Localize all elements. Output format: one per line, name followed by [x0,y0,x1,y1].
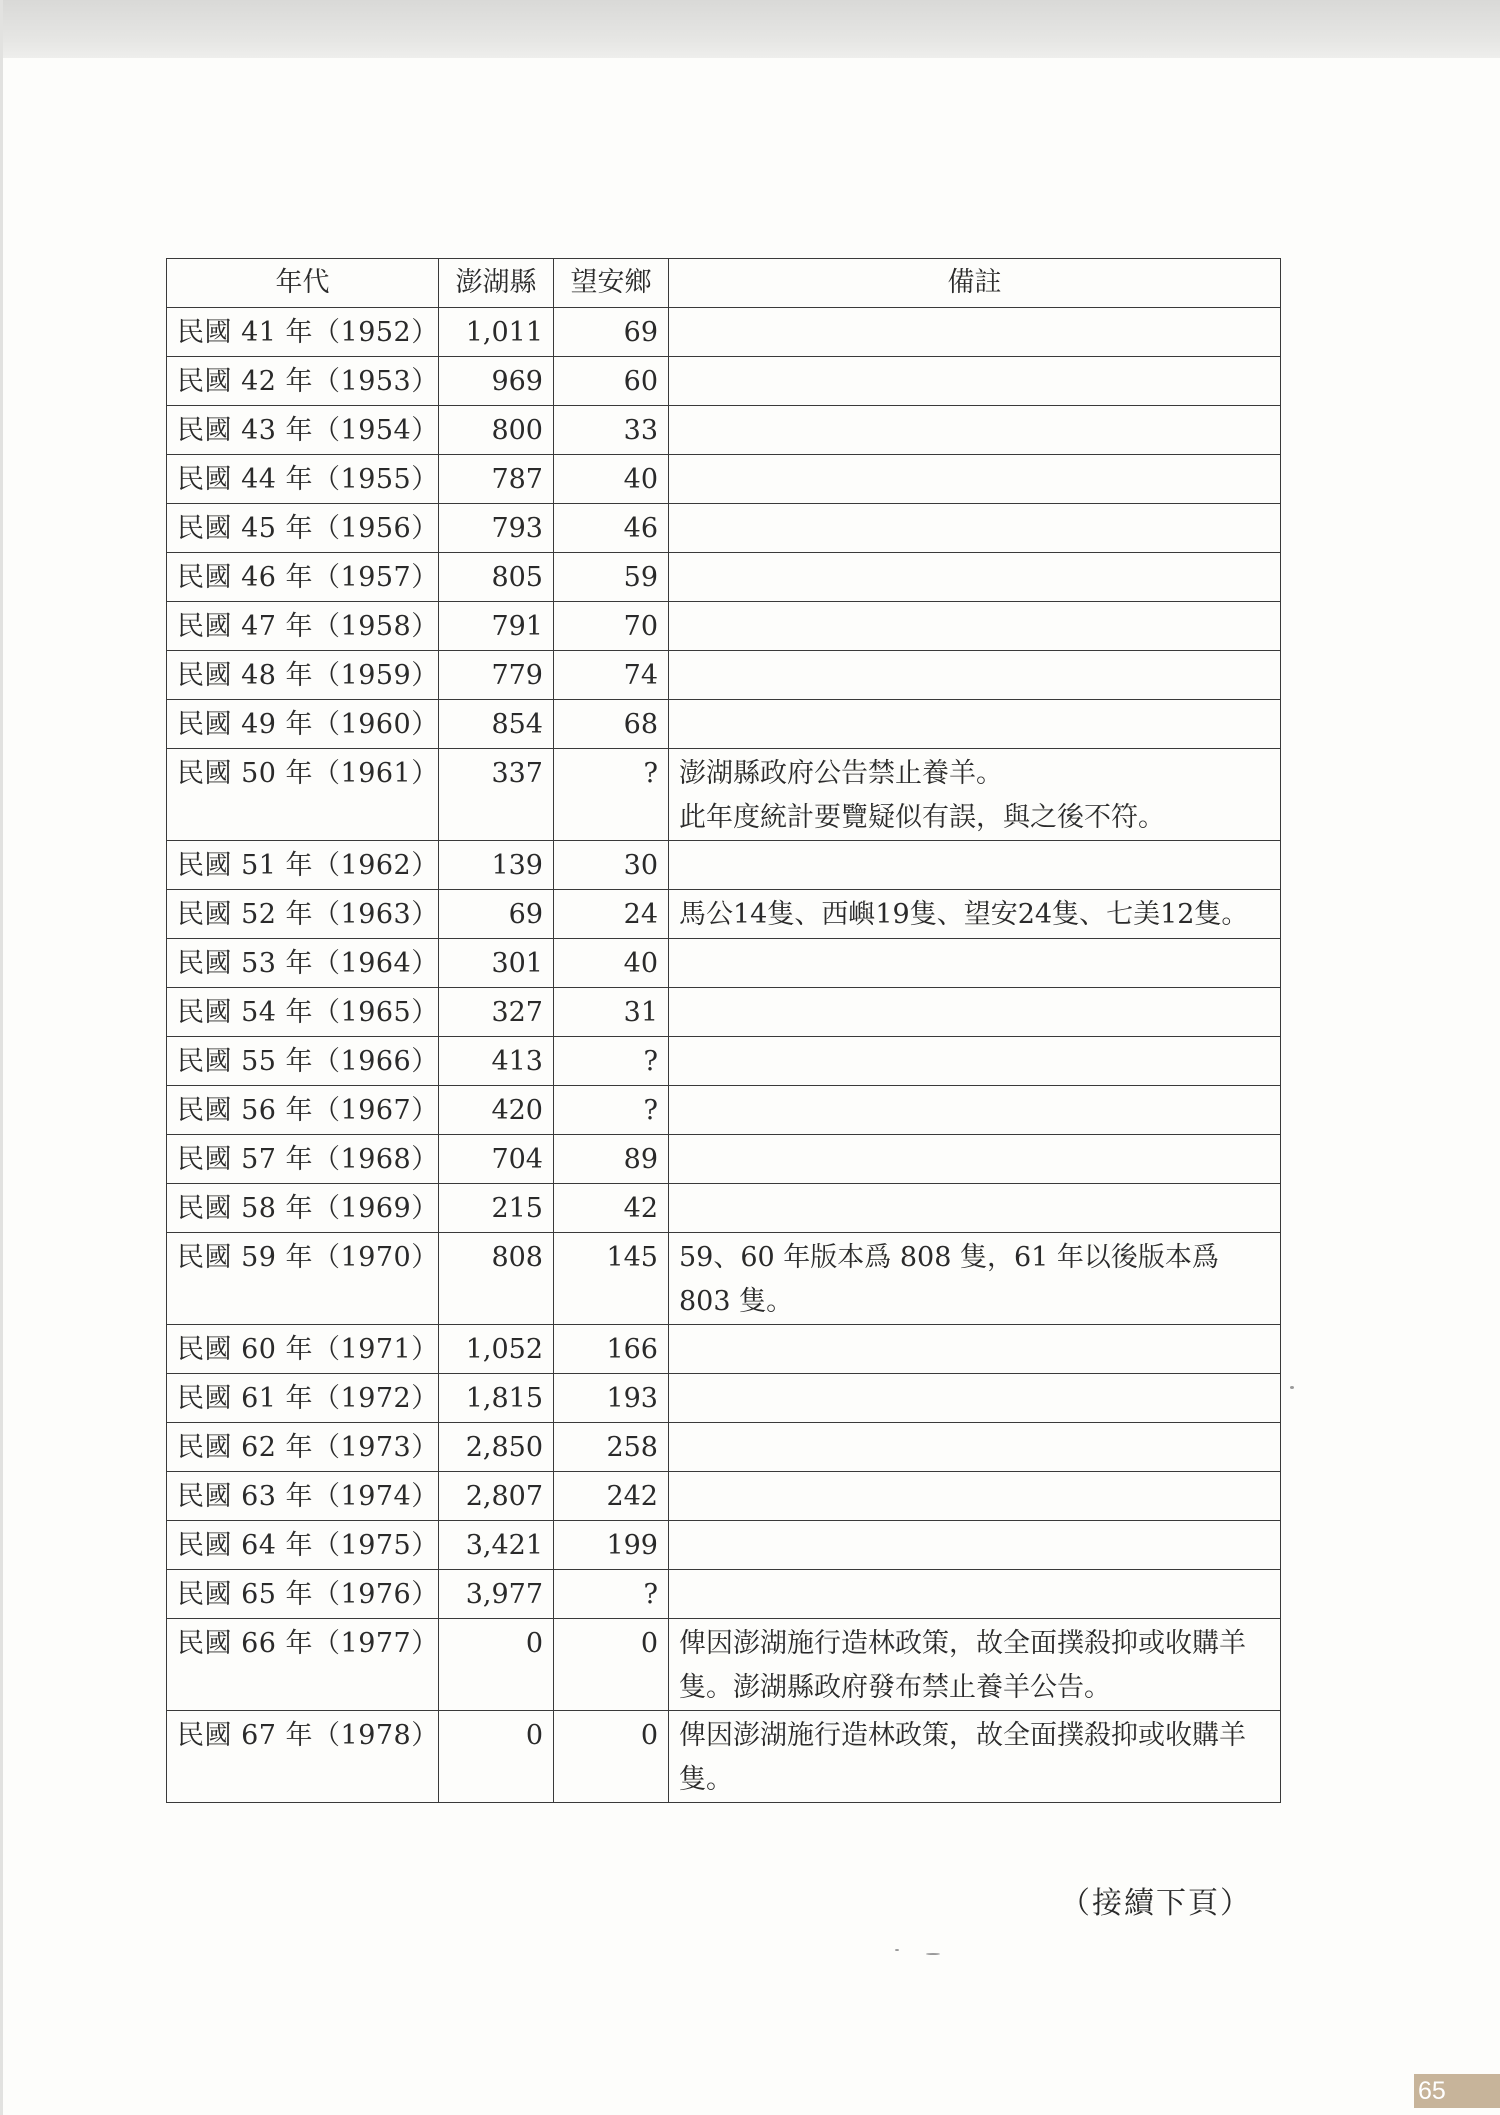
cell-year: 民國 58 年（1969） [167,1184,439,1233]
cell-year: 民國 63 年（1974） [167,1472,439,1521]
cell-year: 民國 52 年（1963） [167,890,439,939]
table-row [167,504,1281,553]
table-row [167,1423,1281,1472]
cell-wangan: 46 [554,504,669,553]
cell-year: 民國 60 年（1971） [167,1325,439,1374]
cell-wangan: 89 [554,1135,669,1184]
table-row [167,455,1281,504]
cell-year: 民國 45 年（1956） [167,504,439,553]
table-row [167,988,1281,1037]
table-row [167,1521,1281,1570]
cell-penghu: 2,807 [439,1472,554,1521]
table-body [167,308,1281,1803]
cell-penghu: 779 [439,651,554,700]
cell-year: 民國 44 年（1955） [167,455,439,504]
cell-penghu: 969 [439,357,554,406]
cell-wangan: 0 [554,1619,669,1711]
cell-year: 民國 43 年（1954） [167,406,439,455]
cell-note [669,1086,1281,1135]
cell-note [669,1374,1281,1423]
table-row [167,1086,1281,1135]
table-row [167,841,1281,890]
cell-year: 民國 48 年（1959） [167,651,439,700]
header-wangan: 望安鄉 [554,259,669,308]
scan-speck [895,1949,899,1951]
cell-wangan: 30 [554,841,669,890]
cell-note [669,1521,1281,1570]
cell-note: 俾因澎湖施行造林政策，故全面撲殺抑或收購羊隻。澎湖縣政府發布禁止養羊公告。 [669,1619,1281,1711]
cell-note [669,1472,1281,1521]
cell-note [669,602,1281,651]
table-row [167,1374,1281,1423]
cell-penghu: 805 [439,553,554,602]
cell-note [669,406,1281,455]
table-row [167,357,1281,406]
table-row [167,1037,1281,1086]
cell-note [669,841,1281,890]
cell-note [669,1423,1281,1472]
cell-year: 民國 67 年（1978） [167,1711,439,1803]
table-row [167,700,1281,749]
table-row [167,651,1281,700]
cell-wangan: 193 [554,1374,669,1423]
cell-penghu: 420 [439,1086,554,1135]
cell-wangan: 74 [554,651,669,700]
cell-note: 俾因澎湖施行造林政策，故全面撲殺抑或收購羊隻。 [669,1711,1281,1803]
table-row [167,1570,1281,1619]
header-penghu: 澎湖縣 [439,259,554,308]
cell-penghu: 0 [439,1711,554,1803]
cell-wangan: ? [554,1037,669,1086]
cell-wangan: 69 [554,308,669,357]
cell-note [669,455,1281,504]
cell-wangan: 0 [554,1711,669,1803]
table-row [167,1135,1281,1184]
table-row [167,1233,1281,1325]
cell-wangan: 145 [554,1233,669,1325]
cell-year: 民國 66 年（1977） [167,1619,439,1711]
cell-note [669,1037,1281,1086]
cell-year: 民國 55 年（1966） [167,1037,439,1086]
cell-penghu: 854 [439,700,554,749]
cell-penghu: 413 [439,1037,554,1086]
cell-penghu: 69 [439,890,554,939]
cell-note [669,700,1281,749]
cell-year: 民國 47 年（1958） [167,602,439,651]
table-row [167,308,1281,357]
scan-speck [1290,1386,1294,1389]
cell-penghu: 704 [439,1135,554,1184]
table-row [167,1472,1281,1521]
cell-penghu: 791 [439,602,554,651]
cell-penghu: 139 [439,841,554,890]
cell-wangan: 40 [554,455,669,504]
cell-year: 民國 54 年（1965） [167,988,439,1037]
cell-wangan: 258 [554,1423,669,1472]
cell-wangan: 242 [554,1472,669,1521]
cell-year: 民國 41 年（1952） [167,308,439,357]
cell-note [669,504,1281,553]
table-row [167,1325,1281,1374]
cell-wangan: 68 [554,700,669,749]
cell-year: 民國 50 年（1961） [167,749,439,841]
table-row [167,1619,1281,1711]
cell-penghu: 0 [439,1619,554,1711]
cell-penghu: 808 [439,1233,554,1325]
table-row [167,749,1281,841]
cell-note [669,651,1281,700]
cell-note [669,1570,1281,1619]
cell-wangan: 70 [554,602,669,651]
cell-note [669,939,1281,988]
cell-wangan: ? [554,1086,669,1135]
cell-note [669,988,1281,1037]
cell-penghu: 337 [439,749,554,841]
cell-wangan: 59 [554,553,669,602]
page-number: 65 [1414,2074,1500,2108]
table-row [167,553,1281,602]
cell-year: 民國 62 年（1973） [167,1423,439,1472]
cell-wangan: 166 [554,1325,669,1374]
cell-penghu: 787 [439,455,554,504]
cell-wangan: 40 [554,939,669,988]
cell-wangan: 31 [554,988,669,1037]
cell-wangan: 42 [554,1184,669,1233]
cell-year: 民國 56 年（1967） [167,1086,439,1135]
cell-penghu: 1,052 [439,1325,554,1374]
cell-year: 民國 64 年（1975） [167,1521,439,1570]
cell-year: 民國 59 年（1970） [167,1233,439,1325]
cell-note: 59、60 年版本爲 808 隻，61 年以後版本爲 803 隻。 [669,1233,1281,1325]
cell-penghu: 800 [439,406,554,455]
cell-penghu: 1,815 [439,1374,554,1423]
cell-note [669,1135,1281,1184]
table-row [167,890,1281,939]
cell-note [669,553,1281,602]
cell-year: 民國 57 年（1968） [167,1135,439,1184]
cell-wangan: ? [554,1570,669,1619]
cell-penghu: 301 [439,939,554,988]
cell-wangan: 24 [554,890,669,939]
table-row [167,1184,1281,1233]
cell-wangan: 60 [554,357,669,406]
cell-year: 民國 65 年（1976） [167,1570,439,1619]
cell-year: 民國 46 年（1957） [167,553,439,602]
cell-note [669,308,1281,357]
cell-penghu: 3,977 [439,1570,554,1619]
cell-year: 民國 42 年（1953） [167,357,439,406]
scan-speck [926,1953,940,1955]
cell-year: 民國 51 年（1962） [167,841,439,890]
table-row [167,939,1281,988]
cell-year: 民國 61 年（1972） [167,1374,439,1423]
cell-note [669,357,1281,406]
cell-penghu: 327 [439,988,554,1037]
livestock-table [166,258,1281,1803]
table-row [167,1711,1281,1803]
cell-penghu: 215 [439,1184,554,1233]
cell-year: 民國 49 年（1960） [167,700,439,749]
cell-note: 澎湖縣政府公告禁止養羊。 此年度統計要覽疑似有誤，與之後不符。 [669,749,1281,841]
cell-wangan: ? [554,749,669,841]
cell-penghu: 793 [439,504,554,553]
continue-note: （接續下頁） [1060,1886,1252,1921]
header-note: 備註 [669,259,1281,308]
table-header-row [167,259,1281,308]
table-row [167,602,1281,651]
cell-wangan: 199 [554,1521,669,1570]
cell-note [669,1184,1281,1233]
cell-penghu: 3,421 [439,1521,554,1570]
cell-wangan: 33 [554,406,669,455]
cell-note [669,1325,1281,1374]
header-year: 年代 [167,259,439,308]
scan-left-edge [0,0,3,2115]
cell-penghu: 1,011 [439,308,554,357]
cell-penghu: 2,850 [439,1423,554,1472]
scan-top-shadow [0,0,1500,58]
cell-year: 民國 53 年（1964） [167,939,439,988]
cell-note: 馬公14隻、西嶼19隻、望安24隻、七美12隻。 [669,890,1281,939]
table-row [167,406,1281,455]
